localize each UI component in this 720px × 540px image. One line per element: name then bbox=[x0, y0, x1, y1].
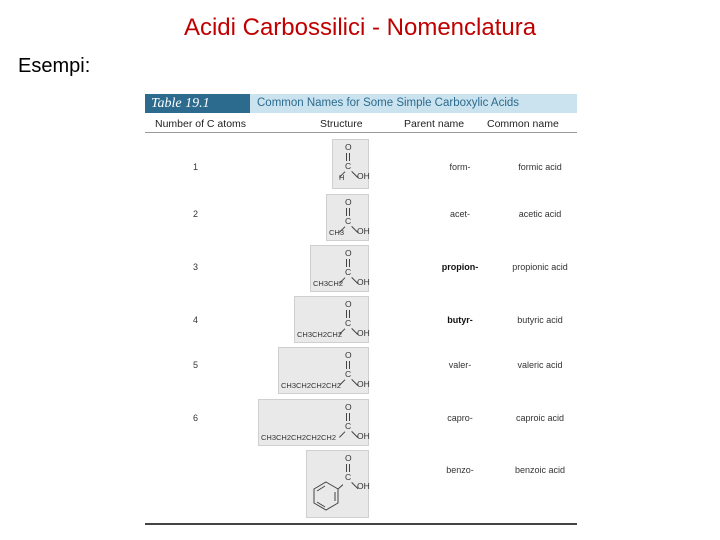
carbonyl-carbon: C bbox=[345, 472, 352, 482]
substituent-group: CH3CH2CH2 bbox=[297, 330, 343, 339]
hydroxyl-group: OH bbox=[357, 171, 370, 181]
oxygen-atom: O bbox=[345, 142, 352, 152]
double-bond bbox=[346, 208, 350, 216]
row-common-name: acetic acid bbox=[518, 209, 562, 219]
oxygen-atom: O bbox=[345, 197, 352, 207]
row-common-name: caproic acid bbox=[515, 413, 565, 423]
structure-diagram bbox=[332, 139, 369, 189]
table-bottom-divider bbox=[145, 523, 577, 525]
structure-diagram bbox=[310, 245, 369, 292]
oxygen-atom: O bbox=[345, 350, 352, 360]
row-parent-name: form- bbox=[449, 162, 471, 172]
double-bond bbox=[346, 361, 350, 369]
row-common-name: benzoic acid bbox=[514, 465, 566, 475]
structure-diagram bbox=[278, 347, 369, 394]
substituent-group: CH3CH2CH2CH2CH2 bbox=[261, 433, 337, 442]
carbonyl-carbon: C bbox=[345, 369, 352, 379]
row-parent-name: propion- bbox=[441, 262, 479, 272]
row-carbon-count: 6 bbox=[193, 413, 199, 423]
row-carbon-count: 3 bbox=[193, 262, 199, 272]
carbonyl-carbon: C bbox=[345, 216, 352, 226]
carbonyl-carbon: C bbox=[345, 267, 352, 277]
row-carbon-count: 4 bbox=[193, 315, 199, 325]
oxygen-atom: O bbox=[345, 453, 352, 463]
header-structure: Structure bbox=[320, 118, 363, 130]
hydroxyl-group: OH bbox=[357, 431, 370, 441]
hydroxyl-group: OH bbox=[357, 328, 370, 338]
row-common-name: propionic acid bbox=[512, 262, 568, 272]
carbonyl-carbon: C bbox=[345, 318, 352, 328]
row-carbon-count: 2 bbox=[193, 209, 199, 219]
benzene-ring-icon bbox=[309, 479, 343, 513]
row-common-name: formic acid bbox=[518, 162, 562, 172]
double-bond bbox=[346, 464, 350, 472]
single-bond bbox=[339, 431, 345, 437]
carboxylic-acids-table bbox=[145, 94, 577, 528]
row-parent-name: benzo- bbox=[446, 465, 474, 475]
structure-diagram bbox=[294, 296, 369, 343]
hydroxyl-group: OH bbox=[357, 277, 370, 287]
double-bond bbox=[346, 310, 350, 318]
double-bond bbox=[346, 153, 350, 161]
oxygen-atom: O bbox=[345, 248, 352, 258]
hydroxyl-group: OH bbox=[357, 226, 370, 236]
substituent-group: CH3 bbox=[329, 228, 345, 237]
examples-label: Esempi: bbox=[18, 55, 91, 77]
header-parent: Parent name bbox=[404, 118, 465, 130]
structure-diagram bbox=[306, 450, 369, 518]
slide-title: Acidi Carbossilici - Nomenclatura bbox=[183, 14, 537, 41]
row-parent-name: butyr- bbox=[447, 315, 473, 325]
header-carbons: Number of C atoms bbox=[155, 118, 247, 130]
structure-diagram bbox=[258, 399, 369, 446]
row-parent-name: capro- bbox=[447, 413, 473, 423]
header-common: Common name bbox=[487, 118, 559, 130]
carbonyl-carbon: C bbox=[345, 161, 352, 171]
oxygen-atom: O bbox=[345, 402, 352, 412]
double-bond bbox=[346, 413, 350, 421]
carbonyl-carbon: C bbox=[345, 421, 352, 431]
structure-diagram bbox=[326, 194, 369, 241]
row-parent-name: valer- bbox=[448, 360, 472, 370]
table-label: Table 19.1 bbox=[145, 94, 250, 113]
substituent-group: H bbox=[339, 173, 345, 182]
substituent-group: CH3CH2 bbox=[313, 279, 344, 288]
table-caption: Common Names for Some Simple Carboxylic Acids bbox=[257, 97, 520, 109]
row-common-name: valeric acid bbox=[517, 360, 563, 370]
oxygen-atom: O bbox=[345, 299, 352, 309]
header-divider bbox=[145, 132, 577, 133]
double-bond bbox=[346, 259, 350, 267]
hydroxyl-group: OH bbox=[357, 481, 370, 491]
hydroxyl-group: OH bbox=[357, 379, 370, 389]
row-carbon-count: 5 bbox=[193, 360, 199, 370]
row-parent-name: acet- bbox=[449, 209, 470, 219]
substituent-group: CH3CH2CH2CH2 bbox=[281, 381, 342, 390]
row-carbon-count: 1 bbox=[193, 162, 199, 172]
row-common-name: butyric acid bbox=[517, 315, 563, 325]
table-caption-bar bbox=[145, 94, 577, 113]
